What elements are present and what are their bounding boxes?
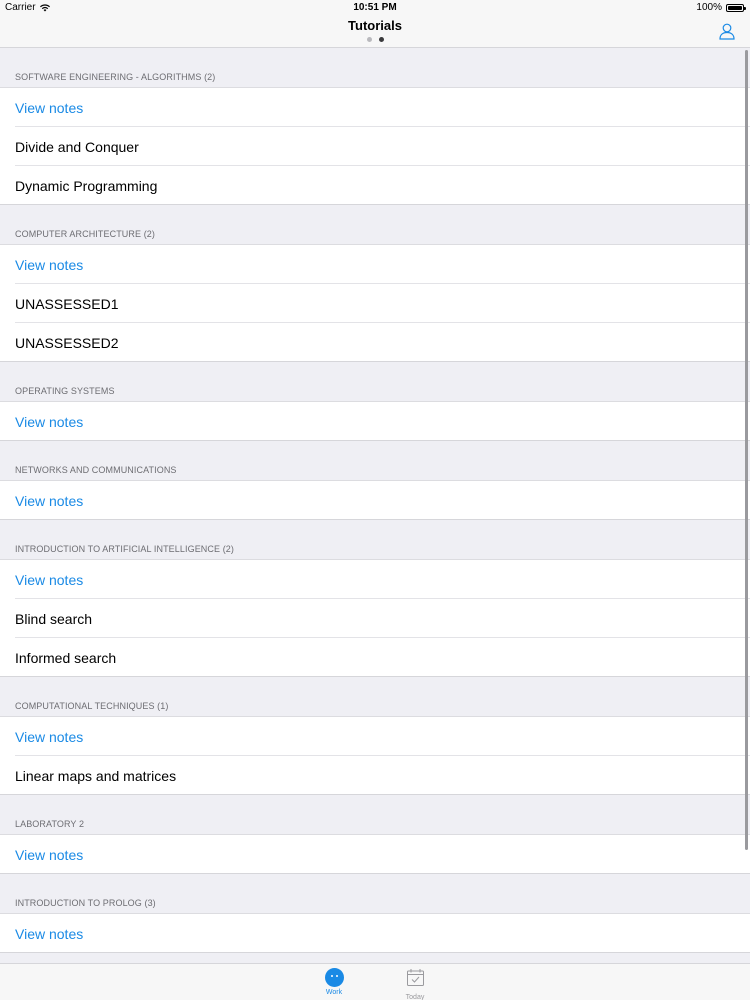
tutorial-item[interactable]: Divide and Conquer (0, 127, 750, 166)
calendar-check-icon (406, 968, 425, 987)
section-header: NETWORKS AND COMMUNICATIONS (0, 441, 750, 481)
section-header: COMPUTER ARCHITECTURE (2) (0, 205, 750, 245)
navigation-bar (0, 16, 750, 48)
section-header: OPERATING SYSTEMS (0, 362, 750, 402)
view-notes-link[interactable]: View notes (0, 402, 750, 441)
status-right (696, 2, 744, 13)
tutorial-item[interactable]: UNASSESSED2 (0, 323, 750, 362)
tab-today-label: Today (405, 994, 425, 1000)
tutorial-item[interactable]: Dynamic Programming (0, 166, 750, 205)
tutorial-item[interactable]: Blind search (0, 599, 750, 638)
tab-work[interactable] (314, 968, 354, 996)
tutorial-item[interactable]: Informed search (0, 638, 750, 677)
scrollbar[interactable] (745, 50, 748, 850)
tab-work-label: Work (325, 989, 343, 996)
section-header: INTRODUCTION TO ARTIFICIAL INTELLIGENCE (2) (0, 520, 750, 560)
tutorial-item[interactable]: Linear maps and matrices (0, 756, 750, 795)
section-header: INTRODUCTION TO PROLOG (3) (0, 874, 750, 914)
page-dot-1[interactable] (367, 37, 372, 42)
status-time: 10:51 PM (353, 2, 397, 13)
carrier-label: Carrier (5, 2, 36, 13)
tab-bar (0, 963, 750, 1000)
section-header: COMPUTATIONAL TECHNIQUES (1) (0, 677, 750, 717)
section-header: LABORATORY 2 (0, 795, 750, 835)
tutorials-list[interactable] (0, 48, 750, 963)
view-notes-link[interactable]: View notes (0, 88, 750, 127)
work-icon (325, 968, 344, 987)
battery-percent: 100% (696, 2, 722, 13)
page-dot-2[interactable] (379, 37, 384, 42)
view-notes-link[interactable]: View notes (0, 717, 750, 756)
section-header: SOFTWARE ENGINEERING - ALGORITHMS (2) (0, 48, 750, 88)
view-notes-link[interactable]: View notes (0, 835, 750, 874)
page-indicator[interactable] (0, 37, 750, 42)
view-notes-link[interactable]: View notes (0, 245, 750, 284)
view-notes-link[interactable]: View notes (0, 481, 750, 520)
battery-icon (726, 4, 744, 12)
status-bar (0, 0, 750, 16)
view-notes-link[interactable]: View notes (0, 560, 750, 599)
tab-today[interactable] (395, 968, 435, 1000)
profile-icon[interactable] (718, 22, 736, 40)
page-title: Tutorials (348, 18, 402, 33)
tutorial-item[interactable]: UNASSESSED1 (0, 284, 750, 323)
view-notes-link[interactable]: View notes (0, 914, 750, 953)
